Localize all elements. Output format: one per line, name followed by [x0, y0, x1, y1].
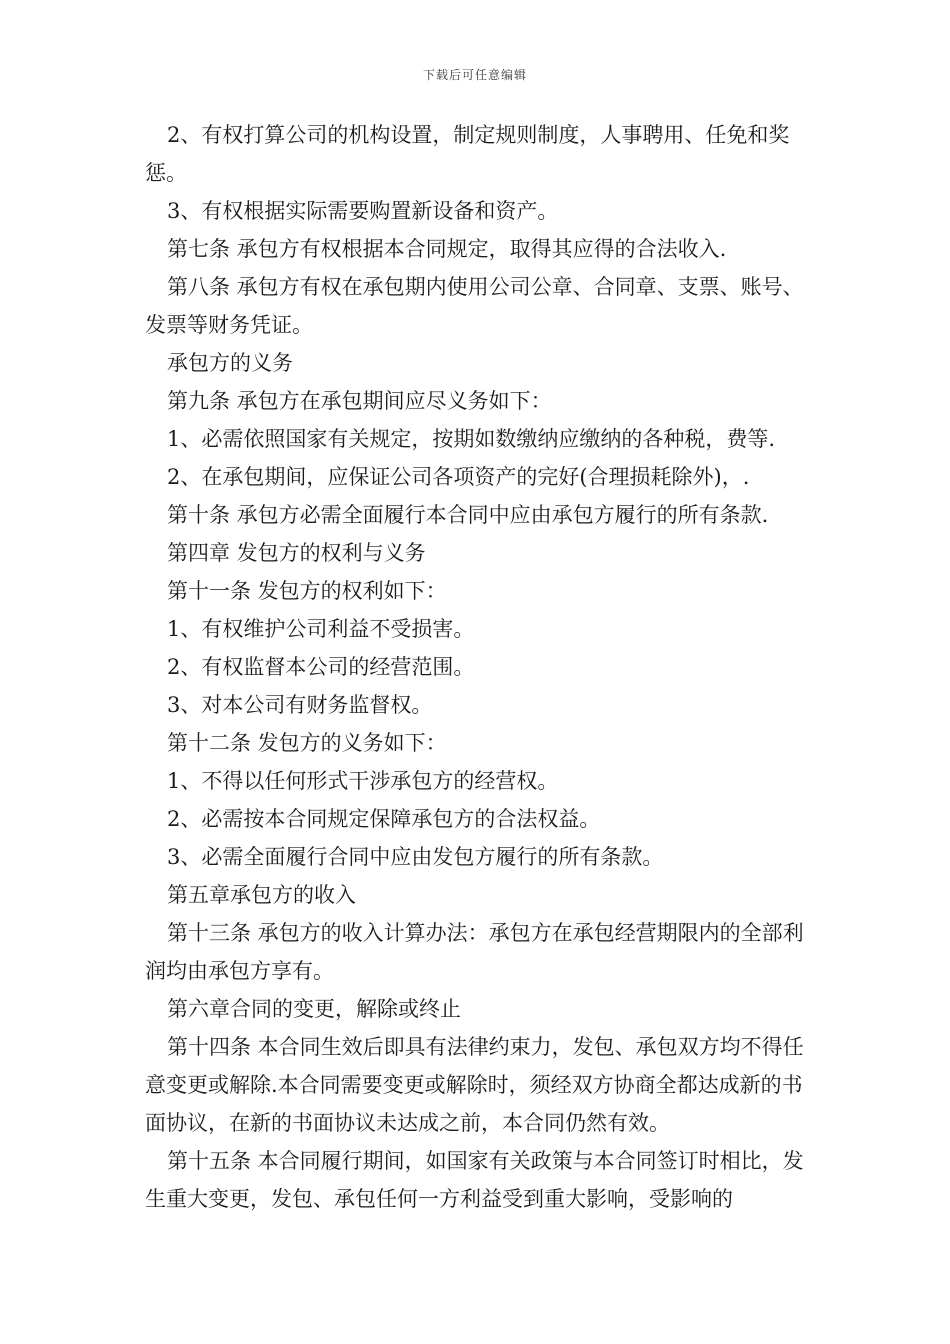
paragraph-article-12-item-2: 2、必需按本合同规定保障承包方的合法权益。 [167, 807, 601, 831]
paragraph-article-11-item-3: 3、对本公司有财务监督权。 [167, 693, 433, 717]
paragraph-article-14: 第十四条 本合同生效后即具有法律约束力，发包、承包双方均不得任意变更或解除.本合同需要变更或解除时，须经双方协商全都达成新的书面协议，在新的书面协议未达成之前，本合同仍然有效。 [145, 1035, 804, 1135]
page-header: 下载后可任意编辑 [422, 68, 527, 82]
paragraph-article-10: 第十条 承包方必需全面履行本合同中应由承包方履行的所有条款. [167, 503, 769, 527]
document-body [145, 116, 815, 1218]
paragraph-article-8: 第八条 承包方有权在承包期内使用公司公章、合同章、支票、账号、发票等财务凭证。 [145, 275, 804, 337]
paragraph-article-11-item-2: 2、有权监督本公司的经营范围。 [167, 655, 475, 679]
paragraph-article-11: 第十一条 发包方的权利如下： [167, 579, 447, 603]
section-heading-contractor-duties: 承包方的义务 [167, 351, 293, 375]
chapter-heading-4: 第四章 发包方的权利与义务 [167, 541, 426, 565]
paragraph-article-15: 第十五条 本合同履行期间，如国家有关政策与本合同签订时相比，发生重大变更，发包、承包任何一方利益受到重大影响，受影响的 [145, 1149, 804, 1211]
paragraph-article-12-item-3: 3、必需全面履行合同中应由发包方履行的所有条款。 [167, 845, 664, 869]
chapter-heading-6: 第六章合同的变更，解除或终止 [167, 997, 461, 1021]
paragraph-article-13: 第十三条 承包方的收入计算办法：承包方在承包经营期限内的全部利润均由承包方享有。 [145, 921, 804, 983]
paragraph-clause-2: 2、有权打算公司的机构设置，制定规则制度，人事聘用、任免和奖惩。 [145, 123, 790, 185]
paragraph-clause-3: 3、有权根据实际需要购置新设备和资产。 [167, 199, 559, 223]
paragraph-article-12-item-1: 1、不得以任何形式干涉承包方的经营权。 [167, 769, 559, 793]
chapter-heading-5: 第五章承包方的收入 [167, 883, 356, 907]
paragraph-article-12: 第十二条 发包方的义务如下： [167, 731, 447, 755]
paragraph-article-9-item-2: 2、在承包期间，应保证公司各项资产的完好(合理损耗除外)，. [167, 465, 750, 489]
paragraph-article-11-item-1: 1、有权维护公司利益不受损害。 [167, 617, 475, 641]
paragraph-article-9: 第九条 承包方在承包期间应尽义务如下： [167, 389, 552, 413]
paragraph-article-7: 第七条 承包方有权根据本合同规定，取得其应得的合法收入. [167, 237, 727, 261]
paragraph-article-9-item-1: 1、必需依照国家有关规定，按期如数缴纳应缴纳的各种税，费等. [167, 427, 776, 451]
